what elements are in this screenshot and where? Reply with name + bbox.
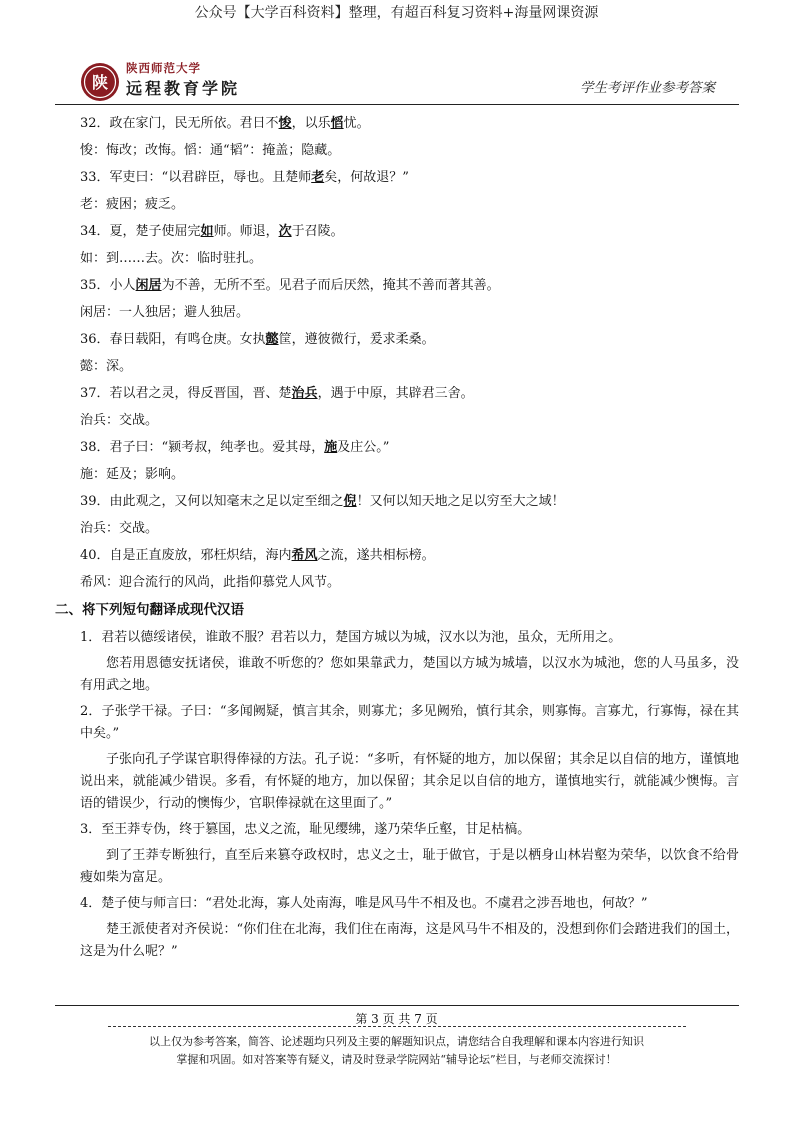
gloss-line: 如：到……去。次：临时驻扎。 xyxy=(80,251,263,266)
sentence-fragment: ！又何以知天地之足以穷至大之域！ xyxy=(356,494,565,509)
gloss-line: 闲居：一人独居；避人独居。 xyxy=(80,305,250,320)
sentence-fragment: 之流，遂共相标榜。 xyxy=(317,548,435,563)
footer-divider xyxy=(55,1005,739,1006)
footer-note-line1: 以上仅为参考答案，简答、论述题均只列及主要的解题知识点，请您结合自我理解和课本内容进行知识 xyxy=(149,1035,644,1048)
top-banner: 公众号【大学百科资料】整理，有超百科复习资料+海量网课资源 xyxy=(194,5,599,21)
gloss-line: 治兵：交战。 xyxy=(80,521,159,536)
sentence-fragment: 40．自是正直废放，邪枉炽结，海内 xyxy=(80,548,292,563)
sentence-fragment: 师。师退， xyxy=(213,224,279,239)
answer-text: 楚王派使者对齐侯说：“你们住在北海，我们住在南海，这是风马牛不相及的，没想到你们会踏进我们的国土，这是为什么呢？” xyxy=(80,922,739,959)
keyword: 慆 xyxy=(330,116,344,131)
sentence-fragment: ，遇于中原，其辟君三舍。 xyxy=(317,386,474,401)
section-heading: 二、将下列短句翻译成现代汉语 xyxy=(55,602,244,618)
gloss-line: 施：延及；影响。 xyxy=(80,467,185,482)
sentence-fragment: 36．春日载阳，有鸣仓庚。女执 xyxy=(80,332,266,347)
sentence-line xyxy=(55,488,739,515)
gloss-line: 懿：深。 xyxy=(80,359,133,374)
sentence-fragment: 于召陵。 xyxy=(291,224,344,239)
gloss-line: 希风：迎合流行的风尚，此指仰慕党人风节。 xyxy=(80,575,341,590)
question-text: 4．楚子使与师言曰：“君处北海，寡人处南海，唯是风马牛不相及也。不虞君之涉吾地也，何故？” xyxy=(80,896,648,911)
keyword: 懿 xyxy=(265,332,279,347)
footer-note-line2: 掌握和巩固。如对答案等有疑义，请及时登录学院网站“辅导论坛”栏目，与老师交流探讨！ xyxy=(176,1053,617,1066)
sentence-fragment: 33．军吏曰：“以君辟臣，辱也。且楚师 xyxy=(80,170,312,185)
sentence-line xyxy=(55,380,739,407)
sentence-fragment: 37．若以君之灵，得反晋国，晋、楚 xyxy=(80,386,292,401)
translation-entry xyxy=(55,893,739,963)
sentence-fragment: 35．小人 xyxy=(80,278,136,293)
keyword: 次 xyxy=(278,224,292,239)
sentence-line xyxy=(55,542,739,569)
sentence-line xyxy=(55,326,739,353)
keyword: 施 xyxy=(324,440,338,455)
keyword: 如 xyxy=(200,224,214,239)
sentence-line xyxy=(55,218,739,245)
sentence-line xyxy=(55,164,739,191)
gloss-line: 悛：悔改；改悔。慆：通“韬”：掩盖；隐藏。 xyxy=(80,143,341,158)
college-name: 远程教育学院 xyxy=(126,79,241,98)
sentence-fragment: 忧。 xyxy=(343,116,370,131)
keyword: 治兵 xyxy=(291,386,318,401)
logo-glyph: 陕 xyxy=(91,73,109,92)
translation-entry xyxy=(55,819,739,889)
keyword: 老 xyxy=(311,170,325,185)
keyword: 希风 xyxy=(291,548,318,563)
sentence-fragment: 筐，遵彼微行，爰求柔桑。 xyxy=(278,332,435,347)
keyword: 闲居 xyxy=(135,278,162,293)
sentence-fragment: 38．君子曰：“颍考叔，纯孝也。爱其母， xyxy=(80,440,325,455)
question-text: 3．至王莽专伪，终于篡国，忠义之流，耻见缨绋，遂乃荣华丘壑，甘足枯槁。 xyxy=(80,822,531,837)
footer-dashed-divider xyxy=(108,1026,686,1027)
gloss-line: 治兵：交战。 xyxy=(80,413,159,428)
sentence-fragment: 及庄公。” xyxy=(337,440,390,455)
school-name: 陕西师范大学 xyxy=(126,61,201,75)
question-text: 2．子张学干禄。子曰：“多闻阙疑，慎言其余，则寡尤；多见阙殆，慎行其余，则寡悔。言寡尤，行寡悔，禄在其中矣。” xyxy=(80,704,739,741)
sentence-fragment: 32．政在家门，民无所依。君日不 xyxy=(80,116,279,131)
sentence-fragment: 为不善，无所不至。见君子而后厌然，掩其不善而著其善。 xyxy=(161,278,500,293)
translation-entry xyxy=(55,627,739,697)
sentence-line xyxy=(55,110,739,137)
gloss-line: 老：疲困；疲乏。 xyxy=(80,197,185,212)
page-title: 学生考评作业参考答案 xyxy=(580,80,715,96)
keyword: 悛 xyxy=(278,116,292,131)
answer-text: 您若用恩德安抚诸侯，谁敢不听您的？您如果靠武力，楚国以方城为城墙，以汉水为城池，您的人马虽多，没有用武之地。 xyxy=(80,656,739,693)
sentence-line xyxy=(55,434,739,461)
sentence-fragment: ，以乐 xyxy=(291,116,331,131)
answer-text: 子张向孔子学谋官职得俸禄的方法。孔子说：“多听，有怀疑的地方，加以保留；其余足以自信的地方，谨慎地说出来，就能减少错误。多看，有怀疑的地方，加以保留；其余足以自信的地方，谨慎地实行，就能减少懊悔。言语的错误少，行动的懊悔少，官职俸禄就在这里面了。” xyxy=(80,752,739,811)
sentence-fragment: 矣，何故退？” xyxy=(324,170,409,185)
vocab-list xyxy=(55,110,739,596)
question-text: 1．君若以德绥诸侯，谁敢不服？君若以力，楚国方城以为城，汉水以为池，虽众，无所用之。 xyxy=(80,630,622,645)
sentence-fragment: 34．夏，楚子使屈完 xyxy=(80,224,201,239)
sentence-fragment: 39．由此观之，又何以知毫末之足以定至细之 xyxy=(80,494,344,509)
sentence-line xyxy=(55,272,739,299)
college-logo xyxy=(80,62,120,102)
document-body xyxy=(55,110,739,967)
keyword: 倪 xyxy=(343,494,357,509)
answer-text: 到了王莽专断独行，直至后来篡夺政权时，忠义之士，耻于做官，于是以栖身山林岩壑为荣华，以饮食不给骨瘦如柴为富足。 xyxy=(80,848,739,885)
page-number: 第 3 页 共 7 页 xyxy=(355,1012,438,1026)
header-divider xyxy=(55,104,739,105)
translation-entry xyxy=(55,701,739,815)
